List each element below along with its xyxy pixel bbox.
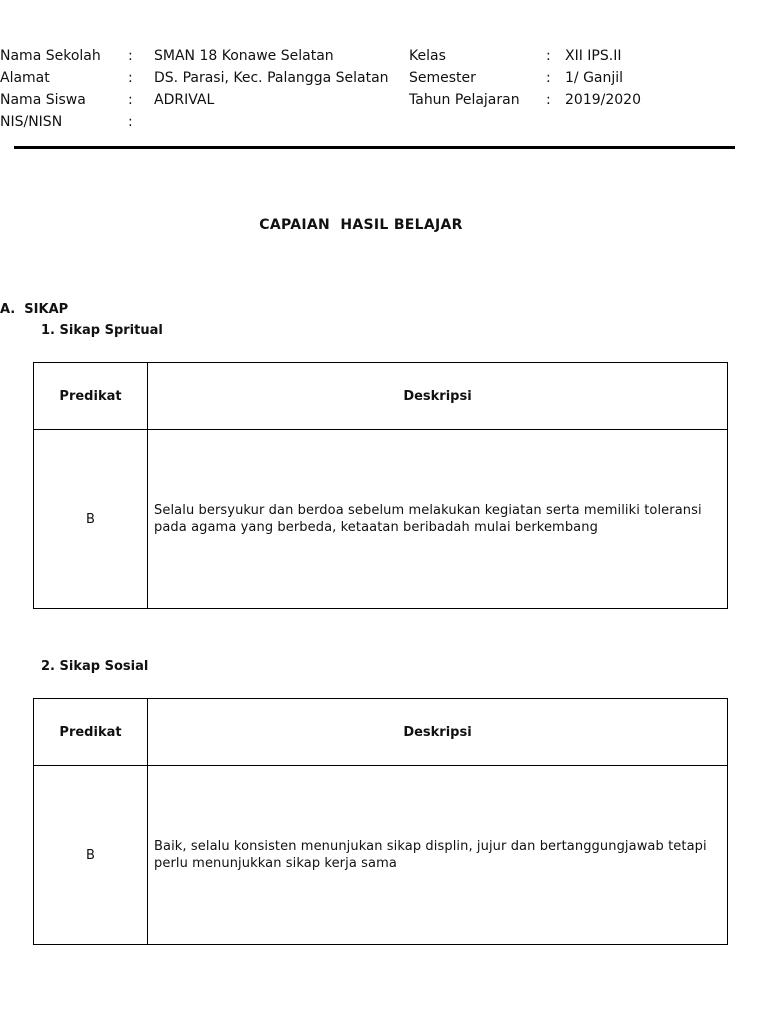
page-title: CAPAIAN HASIL BELAJAR xyxy=(259,217,463,233)
predikat-column-header: Predikat xyxy=(34,363,148,430)
colon: : xyxy=(128,114,133,130)
table-row xyxy=(34,430,728,609)
social-attitude-table xyxy=(33,698,728,945)
spiritual-attitude-table xyxy=(33,362,728,609)
subsection-heading-spiritual: 1. Sikap Spritual xyxy=(41,323,163,338)
table-header-row xyxy=(34,363,728,430)
semester-label: Semester xyxy=(409,70,476,86)
semester-value: 1/ Ganjil xyxy=(565,70,624,86)
predikat-value: B xyxy=(34,766,148,945)
colon: : xyxy=(128,70,133,86)
predikat-column-header: Predikat xyxy=(34,699,148,766)
info-row-nis xyxy=(0,112,768,134)
academic-year-label: Tahun Pelajaran xyxy=(409,92,520,108)
school-name-label: Nama Sekolah xyxy=(0,48,101,64)
colon: : xyxy=(546,70,551,86)
student-info-header xyxy=(0,46,768,134)
class-label: Kelas xyxy=(409,48,446,64)
subsection-heading-social: 2. Sikap Sosial xyxy=(41,659,149,674)
deskripsi-column-header: Deskripsi xyxy=(148,363,728,430)
header-divider xyxy=(14,146,735,149)
info-row-school xyxy=(0,46,768,68)
table-row xyxy=(34,766,728,945)
deskripsi-column-header: Deskripsi xyxy=(148,699,728,766)
info-row-student xyxy=(0,90,768,112)
deskripsi-value: Selalu bersyukur dan berdoa sebelum melakukan kegiatan serta memiliki toleransi pada agama yang berbeda, ketaatan beribadah mulai berkembang xyxy=(148,430,728,609)
deskripsi-value: Baik, selalu konsisten menunjukan sikap displin, jujur dan bertanggungjawab tetapi perlu menunjukkan sikap kerja sama xyxy=(148,766,728,945)
school-name-value: SMAN 18 Konawe Selatan xyxy=(154,48,334,64)
address-value: DS. Parasi, Kec. Palangga Selatan xyxy=(154,70,389,86)
predikat-value: B xyxy=(34,430,148,609)
colon: : xyxy=(128,48,133,64)
colon: : xyxy=(128,92,133,108)
student-name-value: ADRIVAL xyxy=(154,92,215,108)
table-header-row xyxy=(34,699,728,766)
colon: : xyxy=(546,48,551,64)
academic-year-value: 2019/2020 xyxy=(565,92,641,108)
nis-label: NIS/NISN xyxy=(0,114,63,130)
section-heading-sikap: A. SIKAP xyxy=(0,302,69,317)
address-label: Alamat xyxy=(0,70,50,86)
class-value: XII IPS.II xyxy=(565,48,622,64)
student-name-label: Nama Siswa xyxy=(0,92,86,108)
info-row-address xyxy=(0,68,768,90)
colon: : xyxy=(546,92,551,108)
